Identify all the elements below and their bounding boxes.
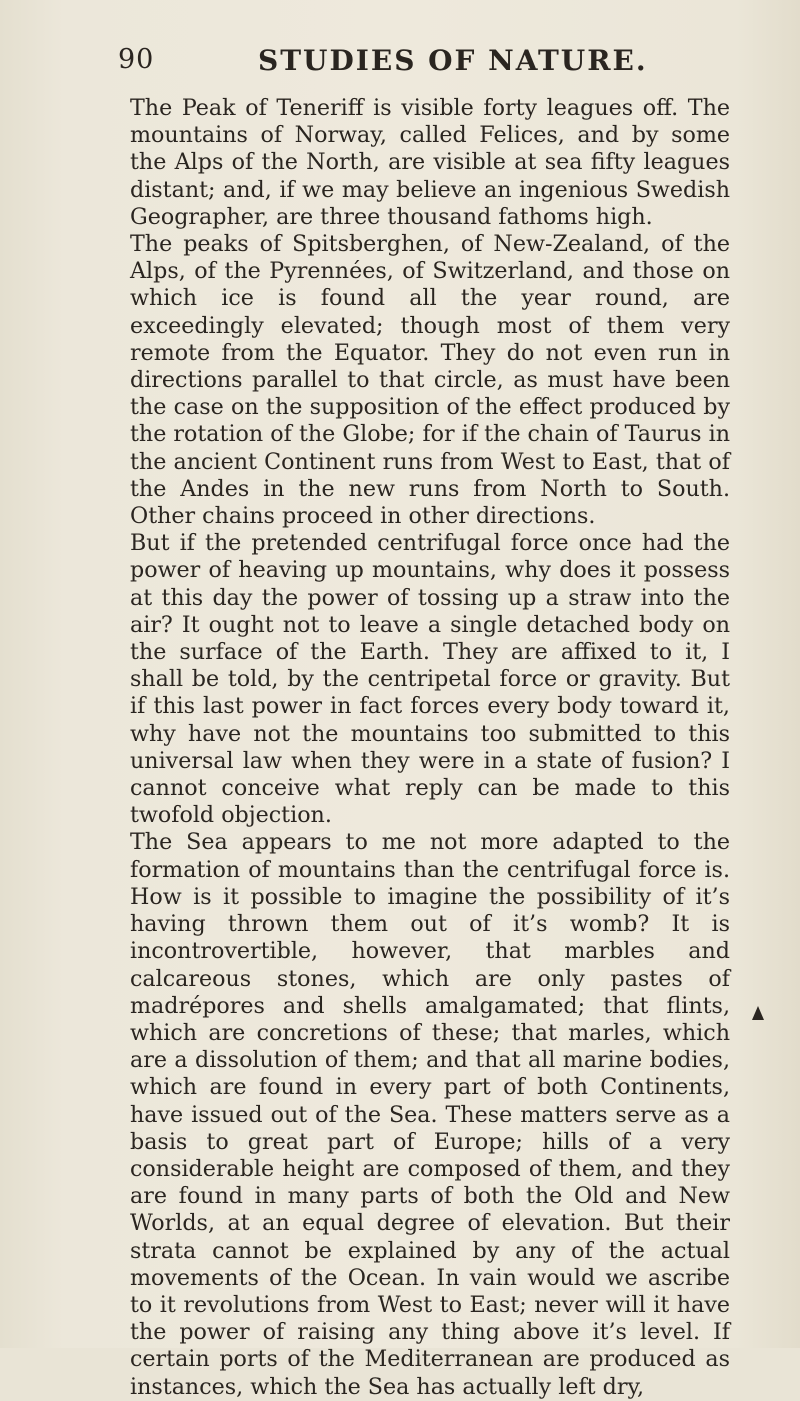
body-text: [130, 95, 730, 1401]
margin-mark: [752, 1006, 764, 1020]
running-head: STUDIES OF NATURE.: [258, 44, 648, 77]
paragraph-peaks: The peaks of Spitsberghen, of New-Zealand, of the Alps, of the Pyrennées, of Switzerland, and those on which ice is found all the year round, are exceedingly elevated; though most of them very remote from the Equator. They do not even run in directions parallel to that circle, as must have been the case on the supposition of the effect produced by the rotation of the Globe; for if the chain of Taurus in the ancient Continent runs from West to East, that of the Andes in the new runs from North to South. Other chains proceed in other directions.: [130, 231, 730, 530]
paragraph-centrifugal: But if the pretended centrifugal force once had the power of heaving up mountains, why does it possess at this day the power of tossing up a straw into the air? It ought not to leave a single detached body on the surface of the Earth. They are affixed to it, I shall be told, by the centripetal force or gravity. But if this last power in fact forces every body toward it, why have not the mountains too submitted to this universal law when they were in a state of fusion? I cannot conceive what reply can be made to this twofold objection.: [130, 530, 730, 829]
paragraph-sea: The Sea appears to me not more adapted to the formation of mountains than the centrifugal force is. How is it possible to imagine the possibility of it’s having thrown them out of it’s womb? It is incontrovertible, however, that marbles and calcareous stones, which are only pastes of madrépores and shells amalgamated; that flints, which are concretions of these; that marles, which are a dissolution of them; and that all marine bodies, which are found in every part of both Continents, have issued out of the Sea. These matters serve as a basis to great part of Europe; hills of a very considerable height are composed of them, and they are found in many parts of both the Old and New Worlds, at an equal degree of elevation. But their strata cannot be explained by any of the actual movements of the Ocean. In vain would we ascribe to it revolutions from West to East; never will it have the power of raising any thing above it’s level. If certain ports of the Mediterranean are produced as instances, which the Sea has actually left dry,: [130, 829, 730, 1400]
page-header: [118, 44, 718, 84]
page-number: 90: [118, 44, 155, 75]
paragraph-teneriff: The Peak of Teneriff is visible forty leagues off. The mountains of Norway, called Felices, and by some the Alps of the North, are visible at sea fifty leagues distant; and, if we may believe an ingenious Swedish Geographer, are three thousand fathoms high.: [130, 95, 730, 230]
